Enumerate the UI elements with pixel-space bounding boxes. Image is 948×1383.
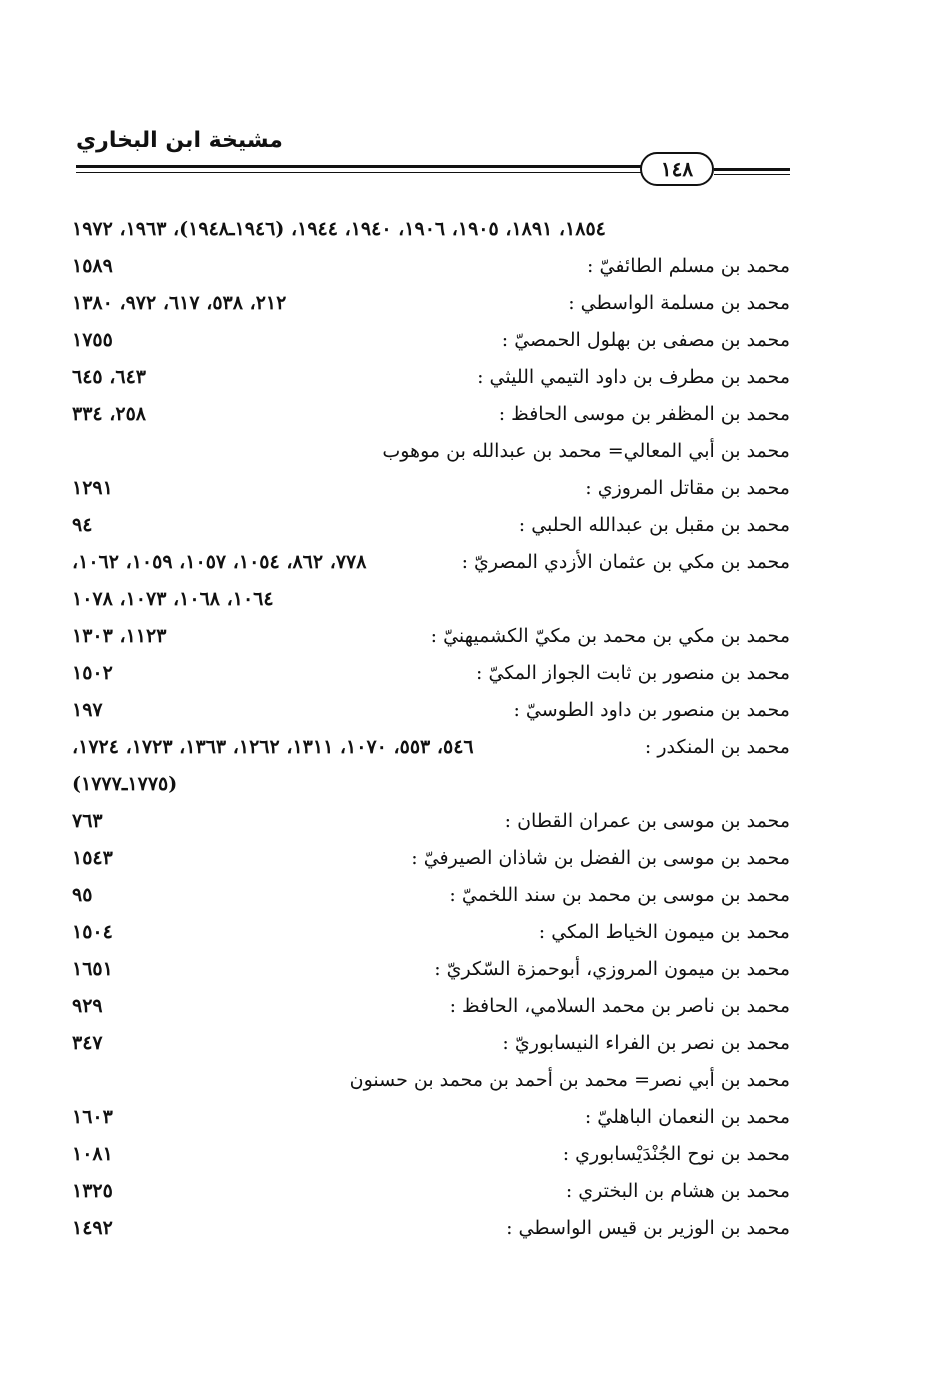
- entry-name: محمد بن مصفى بن بهلول الحمصيّ :: [501, 329, 790, 351]
- entry-name: محمد بن موسى بن الفضل بن شاذان الصيرفيّ :: [411, 847, 790, 869]
- entry-name: محمد بن مسلمة الواسطي :: [568, 292, 790, 314]
- index-entry: [70, 212, 790, 249]
- index-entry: [70, 1137, 790, 1174]
- entry-references: ٢١٢، ٥٣٨، ٦١٧، ٩٧٢، ١٣٨٠: [72, 292, 287, 314]
- index-entry: [70, 730, 790, 767]
- index-entry: [70, 286, 790, 323]
- index-entry: [70, 360, 790, 397]
- index-entry: [70, 471, 790, 508]
- entry-references: ٩٢٩: [72, 995, 103, 1017]
- index-entry: [70, 878, 790, 915]
- entry-name: محمد بن موسى بن عمران القطان :: [504, 810, 790, 832]
- entry-name: محمد بن منصور بن داود الطوسيّ :: [513, 699, 790, 721]
- entry-name: محمد بن منصور بن ثابت الجواز المكيّ :: [476, 662, 790, 684]
- index-entry: [70, 693, 790, 730]
- entry-references: ١٩٧: [72, 699, 103, 721]
- entry-name: محمد بن ميمون الخياط المكي :: [538, 921, 790, 943]
- entry-references: ١٠٦٤، ١٠٦٨، ١٠٧٣، ١٠٧٨: [72, 588, 274, 610]
- entry-references: ٩٤: [72, 514, 93, 536]
- index-entry: [70, 619, 790, 656]
- index-entry: [70, 804, 790, 841]
- entry-references: ١٦٠٣: [72, 1106, 113, 1128]
- index-entry: [70, 952, 790, 989]
- running-header-title: مشيخة ابن البخاري: [76, 128, 283, 153]
- entry-references: (١٧٧٥ـ١٧٧٧): [72, 773, 178, 795]
- entry-name: محمد بن أبي نصر= محمد بن أحمد بن محمد بن حسنون: [349, 1069, 790, 1091]
- index-entries-list: [70, 212, 790, 1248]
- entry-references: ١٣٢٥: [72, 1180, 113, 1202]
- index-entry: [70, 1063, 790, 1100]
- entry-name: محمد بن ناصر بن محمد السلامي، الحافظ :: [449, 995, 790, 1017]
- entry-name: محمد بن أبي المعالي= محمد بن عبدالله بن موهوب: [382, 440, 790, 462]
- entry-name: محمد بن نصر بن الفراء النيسابوريّ :: [502, 1032, 790, 1054]
- entry-name: محمد بن مقاتل المروزي :: [585, 477, 790, 499]
- entry-name: محمد بن ميمون المروزي، أبوحمزة السّكريّ :: [434, 958, 790, 980]
- entry-name: محمد بن نوح الجُنْدَيْسابوري :: [562, 1143, 790, 1165]
- index-entry: [70, 989, 790, 1026]
- entry-references: ١١٢٣، ١٣٠٣: [72, 625, 167, 647]
- index-entry: [70, 1211, 790, 1248]
- index-entry: [70, 545, 790, 582]
- index-entry: [70, 323, 790, 360]
- entry-references: ٧٧٨، ٨٦٢، ١٠٥٤، ١٠٥٧، ١٠٥٩، ١٠٦٢،: [72, 551, 367, 573]
- entry-references: ١٠٨١: [72, 1143, 113, 1165]
- entry-name: محمد بن مطرف بن داود التيمي الليثي :: [477, 366, 790, 388]
- entry-name: محمد بن هشام بن البختري :: [565, 1180, 790, 1202]
- index-entry: [70, 1174, 790, 1211]
- entry-references: ١٥٠٤: [72, 921, 113, 943]
- index-entry: [70, 767, 790, 804]
- index-entry: [70, 841, 790, 878]
- entry-references: ١٥٠٢: [72, 662, 113, 684]
- entry-name: محمد بن المنكدر :: [644, 736, 790, 758]
- entry-references: ٥٤٦، ٥٥٣، ١٠٧٠، ١٣١١، ١٢٦٢، ١٣٦٣، ١٧٢٣، ١٧٢٤،: [72, 736, 474, 758]
- entry-name: محمد بن مكي بن عثمان الأزدي المصريّ :: [461, 551, 790, 573]
- entry-name: محمد بن المظفر بن موسى الحافظ :: [498, 403, 790, 425]
- header-rule-thick: [76, 165, 641, 168]
- index-entry: [70, 434, 790, 471]
- index-entry: [70, 1026, 790, 1063]
- entry-references: ١٦٥١: [72, 958, 113, 980]
- entry-references: ٢٥٨، ٣٣٤: [72, 403, 146, 425]
- entry-name: محمد بن مسلم الطائفيّ :: [587, 255, 790, 277]
- index-entry: [70, 915, 790, 952]
- entry-references: ٣٤٧: [72, 1032, 103, 1054]
- header-rule-thin: [76, 172, 641, 173]
- entry-name: محمد بن النعمان الباهليّ :: [584, 1106, 790, 1128]
- entry-name: محمد بن مكي بن محمد بن مكيّ الكشميهنيّ :: [430, 625, 790, 647]
- header-rule-right-thin: [714, 174, 790, 175]
- entry-references: ٩٥: [72, 884, 93, 906]
- entry-references: ٧٦٣: [72, 810, 103, 832]
- index-entry: [70, 397, 790, 434]
- index-entry: [70, 249, 790, 286]
- index-entry: [70, 508, 790, 545]
- entry-name: محمد بن الوزير بن قيس الواسطي :: [506, 1217, 790, 1239]
- index-entry: [70, 582, 790, 619]
- entry-references: ١٥٤٣: [72, 847, 113, 869]
- entry-references: ١٢٩١: [72, 477, 113, 499]
- header-rule-right-thick: [714, 168, 790, 171]
- index-entry: [70, 656, 790, 693]
- entry-references: ١٥٨٩: [72, 255, 113, 277]
- page-number-badge: ١٤٨: [640, 152, 714, 186]
- entry-references: ١٧٥٥: [72, 329, 113, 351]
- entry-references: ١٤٩٢: [72, 1217, 113, 1239]
- entry-name: محمد بن موسى بن محمد بن سند اللخميّ :: [449, 884, 790, 906]
- index-entry: [70, 1100, 790, 1137]
- entry-name: محمد بن مقبل بن عبدالله الحلبي :: [518, 514, 790, 536]
- entry-references: ٦٤٣، ٦٤٥: [72, 366, 146, 388]
- entry-references: ١٨٥٤، ١٨٩١، ١٩٠٥، ١٩٠٦، ١٩٤٠، ١٩٤٤، (١٩٤٦ـ١٩٤٨)، ١٩٦٣، ١٩٧٢: [72, 218, 606, 240]
